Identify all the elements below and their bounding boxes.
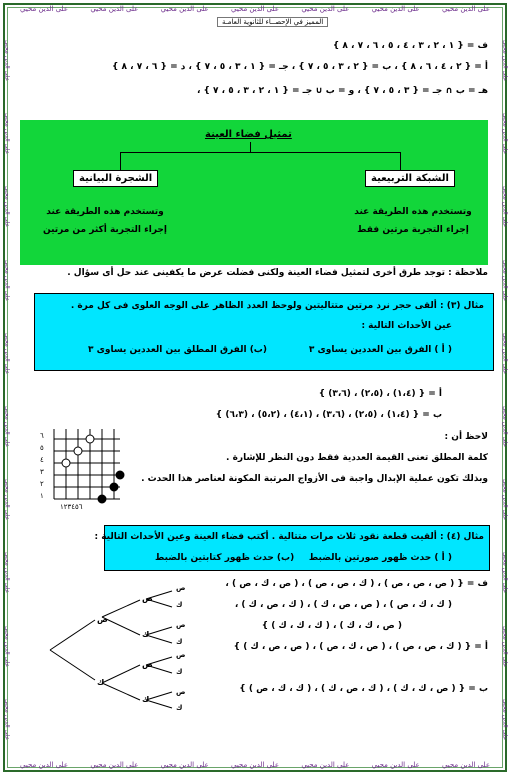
- watermark: على الدين محيي: [501, 259, 509, 301]
- watermark: على الدين محيي: [501, 40, 509, 82]
- watermark: على الدين محيي: [230, 5, 280, 13]
- example-3-answer-b: ب = { (١،٤) ، (٢،٥) ، (٣،٦) ، (٤،١) ، (٥،٢) ، (٦،٣) }: [215, 410, 442, 420]
- watermark: على الدين محيي: [160, 5, 209, 13]
- example-3-answer-a: أ = { (١،٤) ، (٢،٥) ، (٣،٦) }: [318, 389, 442, 399]
- point-marker: [116, 471, 124, 479]
- sample-space-line-2: ( ك ، ك ، ص ) ، ( ص ، ص ، ك ) ، ( ك ، ص ، ك ) ،: [234, 600, 452, 610]
- sample-space-panel: [20, 120, 488, 265]
- y-tick: ٣: [40, 468, 44, 476]
- sample-space-line-1: ف = { ( ص ، ص ، ص ) ، ( ك ، ص ، ص ) ، ( ص ، ك ، ص ) ،: [225, 579, 488, 589]
- watermark: على الدين محيي: [3, 113, 11, 155]
- point-marker: [98, 495, 106, 503]
- watermark: على الدين محيي: [371, 5, 420, 13]
- watermark: على الدين محيي: [371, 761, 420, 769]
- example-3-part-a: ( أ ) الفرق بين العددين يساوى ٣: [308, 345, 452, 355]
- square-grid-description: وتستخدم هذه الطريقة عند إجراء التجربة مرتين فقط: [354, 207, 472, 235]
- watermark: على الدين محيي: [501, 698, 509, 740]
- tree-node: ك: [142, 630, 150, 639]
- notice-absolute: كلمة المطلق تعنى القيمة العددية فقط دون النظر للإشارة .: [226, 453, 488, 463]
- branch-right: [400, 152, 401, 170]
- event-b-line: ب = { ( ص ، ك ، ك ) ، ( ك ، ص ، ك ) ، ( ك ، ك ، ص ) }: [239, 684, 488, 694]
- y-tick: ٦: [40, 432, 44, 440]
- watermark: على الدين محيي: [501, 479, 509, 521]
- tree-diagram-description: وتستخدم هذه الطريقة عند إجراء التجربة أكثر من مرتين: [42, 207, 168, 235]
- watermark: على الدين محيي: [501, 625, 509, 667]
- tree-node: ك: [176, 601, 183, 609]
- left-watermark-column: [2, 40, 12, 740]
- running-title: المميز في الإحصــاء للثانوية العامـة: [217, 17, 328, 27]
- sample-space-line-3: ( ص ، ك ، ك ) ، ( ك ، ك ، ك ) }: [261, 621, 402, 631]
- watermark: على الدين محيي: [3, 186, 11, 228]
- square-grid-label: الشبكة التربيعية: [365, 170, 455, 187]
- tree-node: ك: [97, 678, 105, 687]
- sample-space-title: تمثيل فضاء العينة: [205, 129, 292, 140]
- watermark: على الدين محيي: [501, 186, 509, 228]
- tree-node: ص: [97, 615, 108, 624]
- example-4-part-a: ( أ ) حدث ظهور صورتين بالضبط: [308, 553, 452, 563]
- tree-diagram-label: الشجرة البيانية: [73, 170, 158, 187]
- watermark: على الدين محيي: [3, 40, 11, 82]
- watermark: على الدين محيي: [441, 5, 490, 13]
- event-a-line: أ = { ( ك ، ص ، ص ) ، ( ص ، ك ، ص ) ، ( ص ، ص ، ك ) }: [233, 642, 488, 652]
- sets-e-w-line: هـ = ب ∩ جـ = { ٣ ، ٥ ، ٧ } ، و = ب ∪ جـ = { ١ ، ٢ ، ٣ ، ٥ ، ٧ } ،: [196, 86, 488, 96]
- watermark: على الدين محيي: [3, 259, 11, 301]
- watermark: على الدين محيي: [20, 761, 69, 769]
- tree-node: ص: [176, 621, 186, 629]
- right-watermark-column: [500, 40, 510, 740]
- tree-node: ص: [142, 594, 153, 603]
- remark-text: ملاحظة : توجد طرق أخرى لتمثيل فضاء العينة ولكنى فضلت عرض ما يكفينى عند حل أى سؤال .: [67, 268, 488, 278]
- tree-node: ك: [176, 668, 183, 676]
- notice-title: لاحظ أن :: [444, 432, 488, 442]
- watermark: على الدين محيي: [501, 113, 509, 155]
- sets-a-b-c-d-line: أ = { ٢ ، ٤ ، ٦ ، ٨ } ، ب = { ٢ ، ٣ ، ٥ ، ٧ } ، جـ = { ١ ، ٣ ، ٥ ، ٧ } ، د = { ٦ ، ٧ ، ٨ }: [111, 62, 488, 72]
- tree-node: ص: [176, 584, 186, 592]
- tree-node: ص: [142, 660, 153, 669]
- y-tick: ٥: [40, 444, 44, 452]
- notice-swap: وبذلك تكون عملية الإبدال واجبة فى الأزواج المرتبة المكونة لعناصر هذا الحدث .: [141, 474, 488, 484]
- set-f-line: ف = { ١ ، ٢ ، ٣ ، ٤ ، ٥ ، ٦ ، ٧ ، ٨ }: [332, 41, 488, 51]
- tree-node: ك: [176, 704, 183, 712]
- y-tick: ٢: [40, 480, 44, 488]
- example-4-statement: مثال (٤) : ألقيت قطعة نقود ثلاث مرات متتالية . أكتب فضاء العينة وعين الأحداث التالية :: [94, 532, 484, 542]
- branch-stem: [250, 142, 251, 152]
- watermark: على الدين محيي: [230, 761, 280, 769]
- dice-grid-diagram: [36, 425, 136, 515]
- top-watermark-row: [20, 5, 490, 13]
- watermark: على الدين محيي: [3, 625, 11, 667]
- tree-node: ص: [176, 688, 186, 696]
- watermark: على الدين محيي: [441, 761, 490, 769]
- watermark: على الدين محيي: [90, 5, 139, 13]
- point-marker: [62, 459, 70, 467]
- watermark: على الدين محيي: [160, 761, 209, 769]
- watermark: على الدين محيي: [90, 761, 139, 769]
- watermark: على الدين محيي: [3, 552, 11, 594]
- grid-x-axis: ١٢٣٤٥٦: [60, 503, 83, 511]
- point-marker: [74, 447, 82, 455]
- watermark: على الدين محيي: [3, 479, 11, 521]
- example-4-part-b: (ب) حدث ظهور كتابتين بالضبط: [155, 553, 295, 563]
- y-tick: ٤: [40, 456, 44, 464]
- bottom-watermark-row: [20, 761, 490, 769]
- tree-node: ك: [142, 695, 150, 704]
- point-marker: [110, 483, 118, 491]
- watermark: على الدين محيي: [3, 698, 11, 740]
- branch-horizontal: [120, 152, 400, 153]
- example-3-instruction: عين الأحداث التالية :: [361, 321, 452, 331]
- watermark: على الدين محيي: [3, 406, 11, 448]
- watermark: على الدين محيي: [301, 761, 350, 769]
- watermark: على الدين محيي: [3, 332, 11, 374]
- example-3-statement: مثال (٣) : ألقى حجر نرد مرتين متتاليتين ولوحظ العدد الظاهر على الوجه العلوى فى كل مرة .: [70, 301, 484, 311]
- point-marker: [86, 435, 94, 443]
- grid-y-axis: [40, 430, 44, 502]
- watermark: على الدين محيي: [501, 552, 509, 594]
- tree-node: ك: [176, 638, 183, 646]
- example-3-part-b: (ب) الفرق المطلق بين العددين يساوى ٣: [88, 345, 267, 355]
- watermark: على الدين محيي: [301, 5, 350, 13]
- branch-left: [120, 152, 121, 170]
- watermark: على الدين محيي: [501, 406, 509, 448]
- tree-node: ص: [176, 651, 186, 659]
- watermark: على الدين محيي: [501, 332, 509, 374]
- watermark: على الدين محيي: [20, 5, 69, 13]
- y-tick: ١: [40, 492, 44, 500]
